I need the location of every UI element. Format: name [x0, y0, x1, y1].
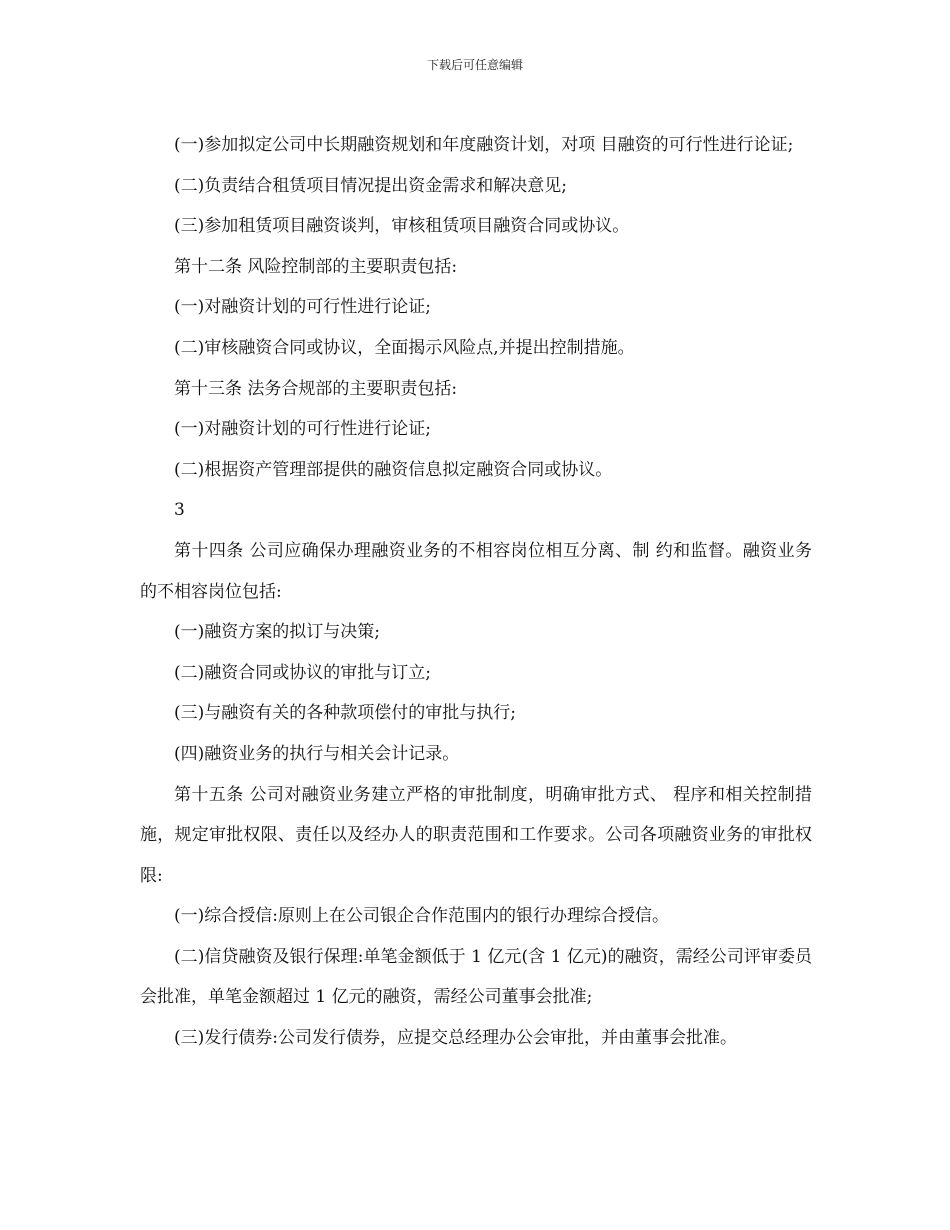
paragraph: (二)信贷融资及银行保理:单笔金额低于 1 亿元(含 1 亿元)的融资，需经公司评审委员会批准，单笔金额超过 1 亿元的融资，需经公司董事会批准; — [140, 946, 812, 1008]
paragraph: (三)发行债券:公司发行债券，应提交总经理办公会审批，并由董事会批准。 — [174, 1028, 737, 1049]
paragraph: (二)审核融资合同或协议，全面揭示风险点,并提出控制措施。 — [174, 337, 635, 358]
page-header-note: 下载后可任意编辑 — [426, 58, 523, 72]
paragraph: (三)与融资有关的各种款项偿付的审批与执行; — [174, 703, 516, 724]
paragraph: (一)参加拟定公司中长期融资规划和年度融资计划，对项 目融资的可行性进行论证; — [174, 135, 794, 155]
paragraph: (二)融资合同或协议的审批与订立; — [174, 662, 431, 683]
article-paragraph: 第十五条 公司对融资业务建立严格的审批制度，明确审批方式、 程序和相关控制措施，规定审批权限、责任以及经办人的职责范围和工作要求。公司各项融资业务的审批权限: — [140, 784, 812, 886]
paragraph: (三)参加租赁项目融资谈判，审核租赁项目融资合同或协议。 — [174, 216, 630, 237]
paragraph: (四)融资业务的执行与相关会计记录。 — [174, 743, 460, 764]
paragraph: (一)对融资计划的可行性进行论证; — [174, 419, 431, 440]
page-number: 3 — [174, 500, 185, 521]
document-body — [140, 125, 812, 1059]
article-paragraph: 第十四条 公司应确保办理融资业务的不相容岗位相互分离、制 约和监督。融资业务的不相容岗位包括: — [140, 540, 812, 602]
paragraph: (二)根据资产管理部提供的融资信息拟定融资合同或协议。 — [174, 459, 613, 480]
paragraph: (二)负责结合租赁项目情况提出资金需求和解决意见; — [174, 175, 567, 196]
paragraph: (一)对融资计划的可行性进行论证; — [174, 297, 431, 318]
paragraph: (一)综合授信:原则上在公司银企合作范围内的银行办理综合授信。 — [174, 906, 669, 927]
article-heading: 第十三条 法务合规部的主要职责包括: — [174, 378, 458, 399]
paragraph: (一)融资方案的拟订与决策; — [174, 622, 380, 643]
article-heading: 第十二条 风险控制部的主要职责包括: — [174, 256, 458, 277]
